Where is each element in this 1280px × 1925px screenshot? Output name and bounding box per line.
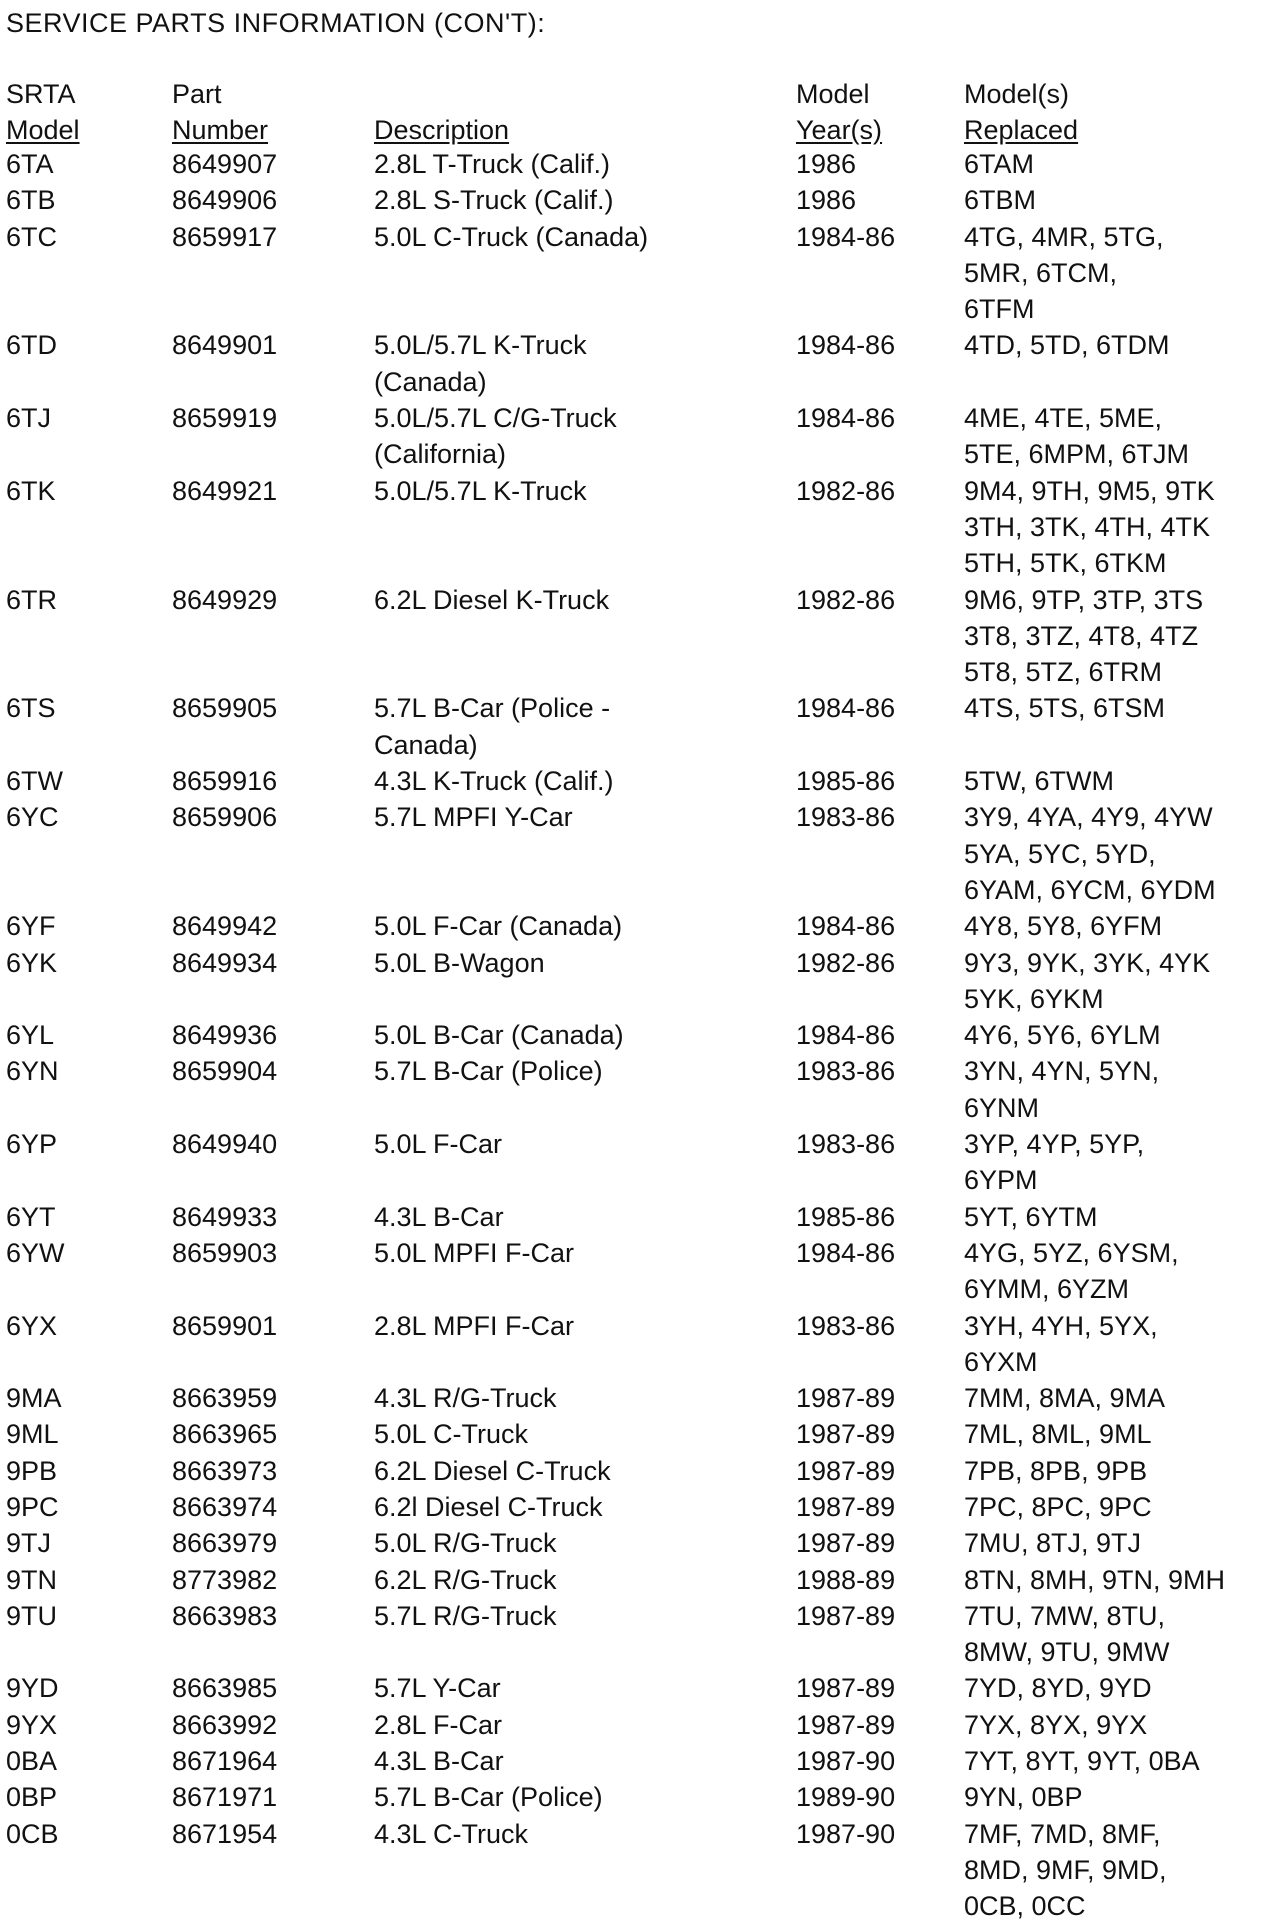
header-year-model-label: Model <box>796 79 870 109</box>
table-row <box>0 473 1280 582</box>
description-line: 5.7L B-Car (Police) <box>374 1056 603 1087</box>
part-number-cell: 8659917 <box>172 221 278 252</box>
models-replaced-cell <box>964 219 1280 328</box>
models-replaced-cell <box>964 799 1280 908</box>
models-replaced-line: 9Y3, 9YK, 3YK, 4YK <box>964 947 1211 978</box>
parts-table <box>0 146 1280 1925</box>
part-number-cell: 8671954 <box>172 1818 278 1849</box>
models-replaced-line: 9YN, 0BP <box>964 1782 1083 1813</box>
models-replaced-cell <box>964 400 1280 473</box>
models-replaced-cell <box>964 146 1280 182</box>
part-number-cell: 8659906 <box>172 802 278 833</box>
description-line: 6.2l Diesel C-Truck <box>374 1491 603 1522</box>
description-line: (California) <box>374 439 507 470</box>
header-number-label: Number <box>172 115 269 145</box>
srta-model-cell: 6TR <box>6 584 58 615</box>
description-line: 5.7L B-Car (Police - <box>374 693 611 724</box>
description-line: 5.0L R/G-Truck <box>374 1528 557 1559</box>
models-replaced-line: 7PB, 8PB, 9PB <box>964 1455 1148 1486</box>
models-replaced-cell <box>964 1053 1280 1126</box>
description-cell <box>374 582 774 618</box>
header-description-label: Description <box>374 115 510 145</box>
model-year-cell: 1989-90 <box>796 1782 896 1813</box>
part-number-cell: 8659904 <box>172 1056 278 1087</box>
models-replaced-line: 5MR, 6TCM, <box>964 257 1118 288</box>
header-years-label: Year(s) <box>796 115 883 145</box>
table-row <box>0 1308 1280 1381</box>
part-number-cell: 8649907 <box>172 149 278 179</box>
model-year-cell: 1984-86 <box>796 911 896 942</box>
table-row <box>0 582 1280 691</box>
table-row <box>0 1380 1280 1416</box>
models-replaced-line: 5YT, 6YTM <box>964 1201 1098 1232</box>
srta-model-cell: 6YK <box>6 947 58 978</box>
table-row <box>0 1598 1280 1671</box>
part-number-cell: 8663985 <box>172 1673 278 1704</box>
description-line: 5.7L R/G-Truck <box>374 1600 557 1631</box>
srta-model-cell: 0CB <box>6 1818 59 1849</box>
models-replaced-line: 3Y9, 4YA, 4Y9, 4YW <box>964 802 1213 833</box>
srta-model-cell: 6TA <box>6 149 54 179</box>
description-cell <box>374 690 774 763</box>
srta-model-cell: 0BP <box>6 1782 58 1813</box>
table-row <box>0 1199 1280 1235</box>
table-row <box>0 1562 1280 1598</box>
header-description <box>374 112 509 148</box>
description-cell <box>374 473 774 509</box>
srta-model-cell: 9YD <box>6 1673 59 1704</box>
srta-model-cell: 6YC <box>6 802 59 833</box>
models-replaced-cell <box>964 1235 1280 1308</box>
description-line: 4.3L B-Car <box>374 1746 504 1777</box>
part-number-cell: 8649929 <box>172 584 278 615</box>
model-year-cell: 1988-89 <box>796 1564 896 1595</box>
srta-model-cell: 9TJ <box>6 1528 52 1559</box>
description-cell <box>374 1308 774 1344</box>
models-replaced-line: 6TFM <box>964 294 1035 325</box>
page-title: SERVICE PARTS INFORMATION (CON'T): <box>6 8 546 38</box>
part-number-cell: 8663979 <box>172 1528 278 1559</box>
part-number-cell: 8663973 <box>172 1455 278 1486</box>
description-line: 5.0L C-Truck (Canada) <box>374 221 649 252</box>
description-cell <box>374 1670 774 1706</box>
models-replaced-line: 5YA, 5YC, 5YD, <box>964 838 1156 869</box>
description-line: 5.7L B-Car (Police) <box>374 1782 603 1813</box>
description-line: 2.8L S-Truck (Calif.) <box>374 185 614 216</box>
models-replaced-line: 7MF, 7MD, 8MF, <box>964 1818 1161 1849</box>
header-part-label: Part <box>172 79 222 109</box>
models-replaced-line: 6YNM <box>964 1092 1040 1123</box>
model-year-cell: 1984-86 <box>796 330 896 361</box>
description-line: 5.0L/5.7L K-Truck <box>374 330 587 361</box>
models-replaced-line: 5YK, 6YKM <box>964 983 1104 1014</box>
models-replaced-cell <box>964 582 1280 691</box>
models-replaced-cell <box>964 473 1280 582</box>
part-number-cell: 8649933 <box>172 1201 278 1232</box>
models-replaced-line: 4TG, 4MR, 5TG, <box>964 221 1164 252</box>
srta-model-cell: 9ML <box>6 1419 59 1450</box>
models-replaced-line: 9M4, 9TH, 9M5, 9TK <box>964 475 1215 506</box>
model-year-cell: 1987-89 <box>796 1491 896 1522</box>
models-replaced-line: 9M6, 9TP, 3TP, 3TS <box>964 584 1204 615</box>
srta-model-cell: 6YW <box>6 1237 65 1268</box>
model-year-cell: 1987-89 <box>796 1673 896 1704</box>
models-replaced-cell <box>964 1489 1280 1525</box>
description-cell <box>374 763 774 799</box>
table-row <box>0 908 1280 944</box>
models-replaced-line: 0CB, 0CC <box>964 1891 1086 1922</box>
models-replaced-line: 4ME, 4TE, 5ME, <box>964 403 1163 434</box>
description-cell <box>374 1453 774 1489</box>
description-line: 5.0L/5.7L C/G-Truck <box>374 403 617 434</box>
header-model-label: Model <box>6 115 80 145</box>
model-year-cell: 1982-86 <box>796 947 896 978</box>
part-number-cell: 8671964 <box>172 1746 278 1777</box>
description-cell <box>374 1489 774 1525</box>
model-year-cell: 1984-86 <box>796 221 896 252</box>
models-replaced-cell <box>964 1562 1280 1598</box>
description-line: 2.8L T-Truck (Calif.) <box>374 149 611 179</box>
models-replaced-line: 7ML, 8ML, 9ML <box>964 1419 1152 1450</box>
models-replaced-cell <box>964 1598 1280 1671</box>
srta-model-cell: 6YP <box>6 1129 58 1160</box>
models-replaced-cell <box>964 1126 1280 1199</box>
models-replaced-line: 4TD, 5TD, 6TDM <box>964 330 1170 361</box>
model-year-cell: 1984-86 <box>796 693 896 724</box>
models-replaced-line: 6YXM <box>964 1346 1038 1377</box>
models-replaced-line: 7MM, 8MA, 9MA <box>964 1383 1166 1414</box>
description-line: 5.0L B-Wagon <box>374 947 545 978</box>
models-replaced-cell <box>964 1453 1280 1489</box>
models-replaced-cell <box>964 1199 1280 1235</box>
srta-model-cell: 9PC <box>6 1491 59 1522</box>
models-replaced-line: 7YT, 8YT, 9YT, 0BA <box>964 1746 1200 1777</box>
model-year-cell: 1986 <box>796 185 857 216</box>
table-row <box>0 1707 1280 1743</box>
model-year-cell: 1987-90 <box>796 1818 896 1849</box>
part-number-cell: 8649936 <box>172 1020 278 1051</box>
part-number-cell: 8671971 <box>172 1782 278 1813</box>
description-line: 6.2L R/G-Truck <box>374 1564 557 1595</box>
table-row <box>0 1416 1280 1452</box>
description-cell <box>374 1562 774 1598</box>
description-line: 5.0L MPFI F-Car <box>374 1237 575 1268</box>
description-cell <box>374 182 774 218</box>
description-line: 4.3L R/G-Truck <box>374 1383 557 1414</box>
srta-model-cell: 6YN <box>6 1056 59 1087</box>
header-replaced-label: Replaced <box>964 115 1079 145</box>
description-line: (Canada) <box>374 366 487 397</box>
description-cell <box>374 1525 774 1561</box>
header-models-label: Model(s) <box>964 79 1070 109</box>
model-year-cell: 1987-89 <box>796 1455 896 1486</box>
srta-model-cell: 6TK <box>6 475 56 506</box>
description-line: 5.0L/5.7L K-Truck <box>374 475 587 506</box>
models-replaced-cell <box>964 763 1280 799</box>
part-number-cell: 8649901 <box>172 330 278 361</box>
models-replaced-line: 7YD, 8YD, 9YD <box>964 1673 1152 1704</box>
model-year-cell: 1982-86 <box>796 475 896 506</box>
description-cell <box>374 1199 774 1235</box>
model-year-cell: 1984-86 <box>796 1020 896 1051</box>
description-cell <box>374 1816 774 1852</box>
models-replaced-cell <box>964 908 1280 944</box>
model-year-cell: 1986 <box>796 149 857 179</box>
models-replaced-line: 7TU, 7MW, 8TU, <box>964 1600 1166 1631</box>
header-srta-model <box>6 76 80 148</box>
models-replaced-line: 3T8, 3TZ, 4T8, 4TZ <box>964 620 1199 651</box>
models-replaced-line: 6YMM, 6YZM <box>964 1274 1130 1305</box>
models-replaced-cell <box>964 1743 1280 1779</box>
models-replaced-line: 7YX, 8YX, 9YX <box>964 1709 1148 1740</box>
srta-model-cell: 6TJ <box>6 403 52 434</box>
table-row <box>0 182 1280 218</box>
description-cell <box>374 1598 774 1634</box>
table-row <box>0 1743 1280 1779</box>
models-replaced-cell <box>964 690 1280 726</box>
models-replaced-line: 4TS, 5TS, 6TSM <box>964 693 1166 724</box>
part-number-cell: 8659901 <box>172 1310 278 1341</box>
models-replaced-cell <box>964 1816 1280 1925</box>
description-cell <box>374 1235 774 1271</box>
models-replaced-cell <box>964 1416 1280 1452</box>
srta-model-cell: 9PB <box>6 1455 58 1486</box>
part-number-cell: 8663965 <box>172 1419 278 1450</box>
model-year-cell: 1987-89 <box>796 1419 896 1450</box>
models-replaced-cell <box>964 1308 1280 1381</box>
description-line: 5.7L MPFI Y-Car <box>374 802 573 833</box>
table-row <box>0 690 1280 763</box>
table-row <box>0 1489 1280 1525</box>
model-year-cell: 1987-89 <box>796 1383 896 1414</box>
header-part-number <box>172 76 268 148</box>
part-number-cell: 8659919 <box>172 403 278 434</box>
part-number-cell: 8659916 <box>172 766 278 797</box>
description-line: 6.2L Diesel K-Truck <box>374 584 610 615</box>
table-row <box>0 1053 1280 1126</box>
part-number-cell: 8649921 <box>172 475 278 506</box>
model-year-cell: 1987-89 <box>796 1528 896 1559</box>
models-replaced-line: 4Y8, 5Y8, 6YFM <box>964 911 1163 942</box>
description-cell <box>374 945 774 981</box>
description-line: 5.0L C-Truck <box>374 1419 529 1450</box>
srta-model-cell: 6TC <box>6 221 58 252</box>
srta-model-cell: 9TU <box>6 1600 58 1631</box>
table-row <box>0 1670 1280 1706</box>
models-replaced-cell <box>964 1017 1280 1053</box>
srta-model-cell: 6YL <box>6 1020 55 1051</box>
table-row <box>0 1525 1280 1561</box>
models-replaced-line: 5TH, 5TK, 6TKM <box>964 548 1167 579</box>
table-row <box>0 1017 1280 1053</box>
part-number-cell: 8659905 <box>172 693 278 724</box>
models-replaced-cell <box>964 1707 1280 1743</box>
models-replaced-line: 5TE, 6MPM, 6TJM <box>964 439 1190 470</box>
model-year-cell: 1987-89 <box>796 1709 896 1740</box>
srta-model-cell: 6TW <box>6 766 63 797</box>
models-replaced-line: 8TN, 8MH, 9TN, 9MH <box>964 1564 1226 1595</box>
models-replaced-cell <box>964 1380 1280 1416</box>
models-replaced-line: 6TAM <box>964 149 1035 179</box>
description-line: 4.3L B-Car <box>374 1201 504 1232</box>
srta-model-cell: 6YF <box>6 911 56 942</box>
description-cell <box>374 799 774 835</box>
table-row <box>0 945 1280 1018</box>
models-replaced-cell <box>964 327 1280 363</box>
srta-model-cell: 6TS <box>6 693 56 724</box>
table-row <box>0 1235 1280 1308</box>
srta-model-cell: 6TB <box>6 185 56 216</box>
models-replaced-line: 3TH, 3TK, 4TH, 4TK <box>964 511 1211 542</box>
table-row <box>0 219 1280 328</box>
models-replaced-line: 3YP, 4YP, 5YP, <box>964 1129 1145 1160</box>
part-number-cell: 8663974 <box>172 1491 278 1522</box>
header-model-years <box>796 76 882 148</box>
description-cell <box>374 400 774 473</box>
description-line: 4.3L C-Truck <box>374 1818 529 1849</box>
model-year-cell: 1983-86 <box>796 1129 896 1160</box>
models-replaced-line: 5TW, 6TWM <box>964 766 1114 797</box>
table-row <box>0 327 1280 400</box>
table-row <box>0 1816 1280 1925</box>
description-cell <box>374 1017 774 1053</box>
srta-model-cell: 6YX <box>6 1310 58 1341</box>
description-line: 2.8L MPFI F-Car <box>374 1310 575 1341</box>
part-number-cell: 8649940 <box>172 1129 278 1160</box>
description-line: 5.0L F-Car (Canada) <box>374 911 623 942</box>
models-replaced-line: 5T8, 5TZ, 6TRM <box>964 657 1163 688</box>
description-cell <box>374 1380 774 1416</box>
part-number-cell: 8659903 <box>172 1237 278 1268</box>
description-cell <box>374 327 774 400</box>
srta-model-cell: 9TN <box>6 1564 58 1595</box>
models-replaced-line: 6YPM <box>964 1165 1038 1196</box>
part-number-cell: 8773982 <box>172 1564 278 1595</box>
models-replaced-line: 8MW, 9TU, 9MW <box>964 1637 1170 1668</box>
model-year-cell: 1983-86 <box>796 1056 896 1087</box>
models-replaced-cell <box>964 1779 1280 1815</box>
part-number-cell: 8649942 <box>172 911 278 942</box>
model-year-cell: 1987-90 <box>796 1746 896 1777</box>
description-cell <box>374 1416 774 1452</box>
description-cell <box>374 1126 774 1162</box>
model-year-cell: 1985-86 <box>796 766 896 797</box>
srta-model-cell: 6YT <box>6 1201 56 1232</box>
models-replaced-line: 3YH, 4YH, 5YX, <box>964 1310 1158 1341</box>
description-line: 4.3L K-Truck (Calif.) <box>374 766 614 797</box>
description-cell <box>374 1707 774 1743</box>
model-year-cell: 1984-86 <box>796 403 896 434</box>
description-cell <box>374 1743 774 1779</box>
models-replaced-line: 3YN, 4YN, 5YN, <box>964 1056 1160 1087</box>
header-srta-label: SRTA <box>6 79 76 109</box>
description-line: 6.2L Diesel C-Truck <box>374 1455 611 1486</box>
models-replaced-line: 6YAM, 6YCM, 6YDM <box>964 874 1216 905</box>
part-number-cell: 8663992 <box>172 1709 278 1740</box>
table-row <box>0 799 1280 908</box>
models-replaced-cell <box>964 945 1280 1018</box>
models-replaced-line: 7MU, 8TJ, 9TJ <box>964 1528 1142 1559</box>
table-row <box>0 1779 1280 1815</box>
model-year-cell: 1982-86 <box>796 584 896 615</box>
models-replaced-cell <box>964 1670 1280 1706</box>
model-year-cell: 1983-86 <box>796 802 896 833</box>
model-year-cell: 1984-86 <box>796 1237 896 1268</box>
srta-model-cell: 9MA <box>6 1383 62 1414</box>
table-row <box>0 1453 1280 1489</box>
part-number-cell: 8663959 <box>172 1383 278 1414</box>
description-line: 5.0L F-Car <box>374 1129 503 1160</box>
models-replaced-cell <box>964 1525 1280 1561</box>
models-replaced-line: 4YG, 5YZ, 6YSM, <box>964 1237 1179 1268</box>
models-replaced-line: 8MD, 9MF, 9MD, <box>964 1854 1167 1885</box>
models-replaced-line: 4Y6, 5Y6, 6YLM <box>964 1020 1161 1051</box>
models-replaced-line: 7PC, 8PC, 9PC <box>964 1491 1152 1522</box>
table-row <box>0 763 1280 799</box>
description-cell <box>374 1779 774 1815</box>
description-cell <box>374 146 774 182</box>
table-row <box>0 146 1280 182</box>
srta-model-cell: 9YX <box>6 1709 58 1740</box>
model-year-cell: 1985-86 <box>796 1201 896 1232</box>
description-line: 5.7L Y-Car <box>374 1673 501 1704</box>
srta-model-cell: 0BA <box>6 1746 58 1777</box>
srta-model-cell: 6TD <box>6 330 58 361</box>
model-year-cell: 1987-89 <box>796 1600 896 1631</box>
table-row <box>0 400 1280 473</box>
part-number-cell: 8649906 <box>172 185 278 216</box>
description-cell <box>374 1053 774 1089</box>
models-replaced-line: 6TBM <box>964 185 1037 216</box>
description-cell <box>374 908 774 944</box>
description-line: 2.8L F-Car <box>374 1709 503 1740</box>
part-number-cell: 8649934 <box>172 947 278 978</box>
description-cell <box>374 219 774 255</box>
model-year-cell: 1983-86 <box>796 1310 896 1341</box>
header-models-replaced <box>964 76 1078 148</box>
description-line: Canada) <box>374 729 478 760</box>
part-number-cell: 8663983 <box>172 1600 278 1631</box>
models-replaced-cell <box>964 182 1280 218</box>
description-line: 5.0L B-Car (Canada) <box>374 1020 624 1051</box>
table-row <box>0 1126 1280 1199</box>
